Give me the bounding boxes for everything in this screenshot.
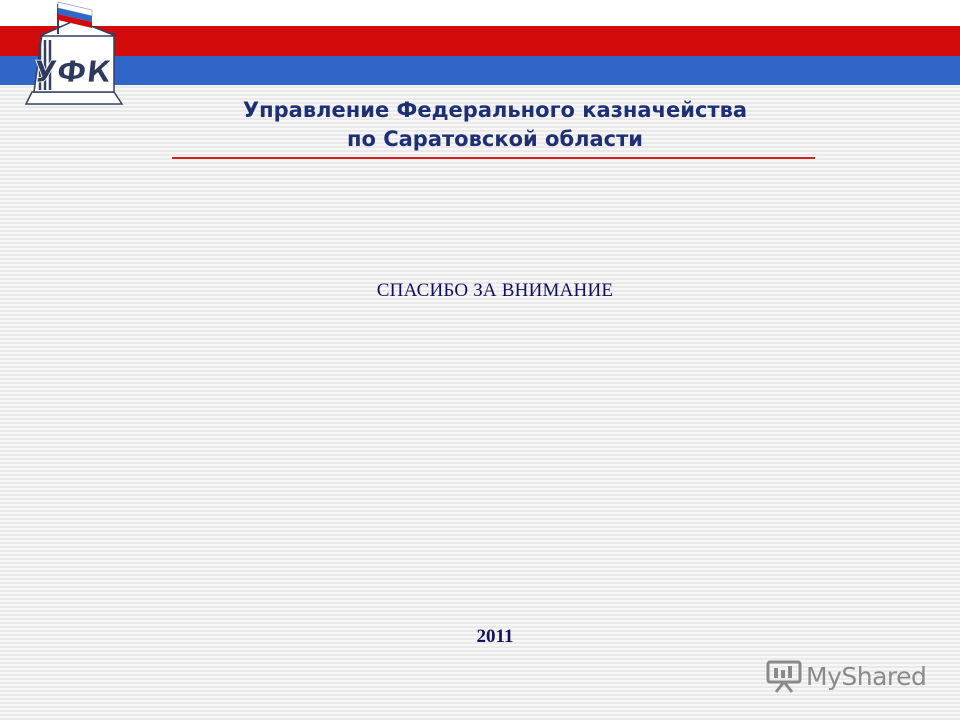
thank-you-message: СПАСИБО ЗА ВНИМАНИЕ: [376, 280, 614, 301]
ufk-logo: [18, 0, 130, 106]
watermark-label: MyShared: [806, 661, 927, 691]
org-title-line-2: по Саратовской области: [346, 127, 644, 151]
presentation-board-icon: [766, 658, 802, 694]
organization-title: [170, 96, 820, 154]
title-underline: [172, 157, 815, 159]
slide-year: 2011: [476, 626, 514, 647]
logo-text: УФК: [31, 55, 113, 90]
header-red-band: [0, 26, 960, 56]
header-blue-band: [0, 56, 960, 85]
header-white-band: [0, 0, 960, 26]
myshared-watermark: [766, 656, 936, 696]
org-title-line-1: Управление Федерального казначейства: [242, 98, 748, 122]
